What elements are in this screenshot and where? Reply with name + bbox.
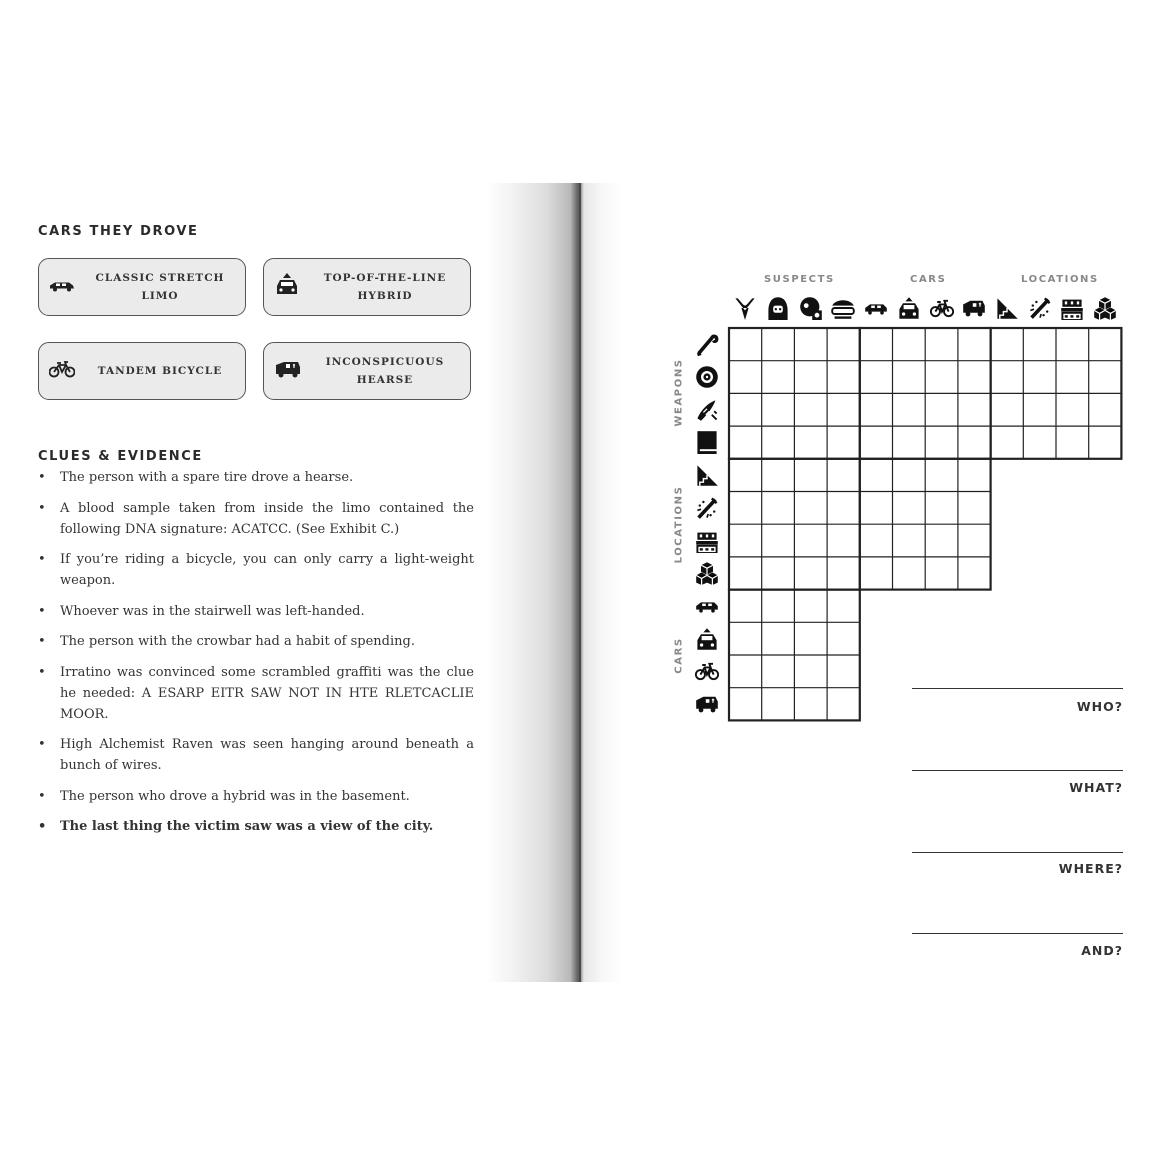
grid-block: [860, 328, 991, 459]
tuxedo-icon: [733, 296, 757, 324]
hybrid-car-icon: [274, 272, 300, 302]
clue-item: • A blood sample taken from inside the limo contained the following DNA signature: ACATCC. (See Exhibit C.): [38, 498, 474, 540]
spare-tire-icon: [695, 365, 719, 393]
goggles-icon: [831, 296, 855, 324]
row-group-cars: CARS: [673, 637, 685, 674]
hybrid-car-icon: [695, 627, 719, 655]
row-group-weapons: WEAPONS: [673, 358, 685, 427]
knife-icon: [695, 398, 719, 426]
car-label: CLASSIC STRETCH LIMO: [95, 272, 225, 302]
grid-block: [729, 459, 860, 590]
column-group-locations: LOCATIONS: [1021, 274, 1099, 285]
and-label: AND?: [1081, 943, 1123, 958]
clue-item: • The last thing the victim saw was a view of the city.: [38, 816, 474, 837]
clue-item: • Whoever was in the stairwell was left-handed.: [38, 601, 474, 622]
bicycle-icon: [49, 360, 75, 382]
row-group-locations: LOCATIONS: [673, 485, 685, 564]
hybrid-car-icon: [897, 296, 921, 324]
and-answer-line[interactable]: [912, 933, 1123, 934]
boxes-icon: [695, 561, 719, 589]
clues-section-title: CLUES & EVIDENCE: [38, 449, 203, 464]
hearse-icon: [962, 296, 986, 324]
grid-block: [860, 459, 991, 590]
clues-list: [38, 467, 474, 847]
car-card-hearse: [263, 342, 471, 400]
clue-item: • High Alchemist Raven was seen hanging around beneath a bunch of wires.: [38, 734, 474, 776]
limo-icon: [49, 278, 75, 297]
hearse-icon: [695, 692, 719, 720]
cars-section-title: CARS THEY DROVE: [38, 224, 199, 239]
boxes-icon: [1093, 296, 1117, 324]
wires-icon: [695, 496, 719, 524]
limo-icon: [695, 594, 719, 622]
clue-item: • The person with the crowbar had a habit of spending.: [38, 631, 474, 652]
where-label: WHERE?: [1058, 861, 1123, 876]
car-label: INCONSPICUOUS HEARSE: [325, 356, 445, 386]
where-answer-line[interactable]: [912, 852, 1123, 853]
what-label: WHAT?: [1069, 780, 1123, 795]
stairwell-icon: [695, 463, 719, 491]
crowbar-icon: [695, 332, 719, 360]
clue-item: • If you’re riding a bicycle, you can only carry a light-weight weapon.: [38, 549, 474, 591]
who-answer-line[interactable]: [912, 688, 1123, 689]
who-label: WHO?: [1076, 699, 1123, 714]
column-group-suspects: SUSPECTS: [764, 274, 835, 285]
car-label: TOP-OF-THE-LINE HYBRID: [323, 272, 447, 302]
car-label: TANDEM BICYCLE: [97, 365, 223, 377]
car-card-hybrid: [263, 258, 471, 316]
city-building-icon: [695, 529, 719, 557]
grid-block: [729, 590, 860, 721]
car-card-bicycle: [38, 342, 246, 400]
column-group-cars: CARS: [910, 274, 947, 285]
gear-head-icon: [799, 296, 823, 324]
bicycle-icon: [930, 296, 954, 324]
what-answer-line[interactable]: [912, 770, 1123, 771]
bicycle-icon: [695, 659, 719, 687]
car-card-limo: [38, 258, 246, 316]
wires-icon: [1028, 296, 1052, 324]
clue-item: • The person who drove a hybrid was in the basement.: [38, 786, 474, 807]
stairwell-icon: [995, 296, 1019, 324]
clue-item: • Irratino was convinced some scrambled graffiti was the clue he needed: A ESARP EITR SAW NOT IN HTE RLETCACLIE MOOR.: [38, 662, 474, 725]
grid-block: [729, 328, 860, 459]
clue-item: • The person with a spare tire drove a hearse.: [38, 467, 474, 488]
hooded-figure-icon: [766, 296, 790, 324]
book-icon: [695, 430, 719, 458]
book-gutter: [486, 183, 622, 982]
city-building-icon: [1060, 296, 1084, 324]
grid-block: [991, 328, 1122, 459]
hearse-icon: [274, 359, 302, 383]
limo-icon: [864, 296, 888, 324]
